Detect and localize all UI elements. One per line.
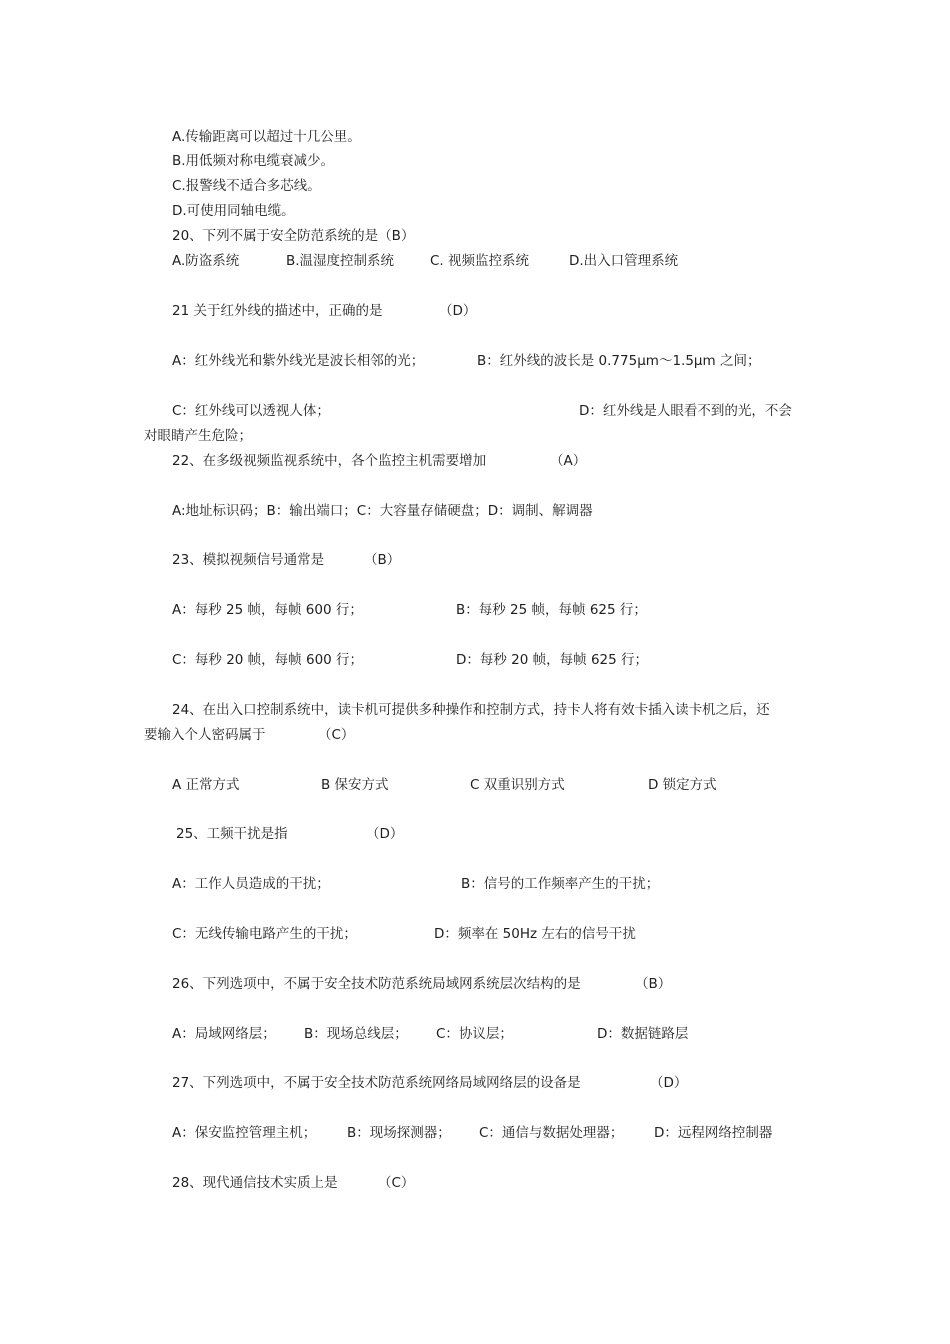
q21-option-c: C：红外线可以透视人体； (172, 403, 330, 419)
question-23-stem: 23、模拟视频信号通常是 (172, 552, 325, 568)
question-22-stem: 22、在多级视频监视系统中，各个监控主机需要增加 (172, 453, 487, 469)
q27-option-a: A：保安监控管理主机； (172, 1125, 317, 1141)
q27-option-b: B：现场探测器； (347, 1125, 451, 1141)
q26-option-b: B：现场总线层； (304, 1026, 408, 1042)
q25-option-b: B：信号的工作频率产生的干扰； (461, 876, 660, 892)
question-21-stem: 21 关于红外线的描述中，正确的是 (172, 303, 383, 319)
q24-option-d: D 锁定方式 (648, 777, 717, 793)
question-25-stem: 25、工频干扰是指 (176, 826, 288, 842)
q21-option-d: D：红外线是人眼看不到的光，不会 (579, 403, 792, 419)
question-27-answer: （D） (650, 1075, 688, 1091)
q26-option-a: A：局域网络层； (172, 1026, 276, 1042)
q27-option-d: D：远程网络控制器 (654, 1125, 773, 1141)
q20-option-c: C. 视频监控系统 (430, 253, 530, 269)
q23-option-c: C：每秒 20 帧，每帧 600 行； (172, 652, 364, 668)
question-24-stem-continued: 要输入个人密码属于 (144, 727, 266, 743)
option-line: D.可使用同轴电缆。 (172, 203, 295, 219)
question-28-stem: 28、现代通信技术实质上是 (172, 1175, 338, 1191)
q27-option-c: C：通信与数据处理器； (479, 1125, 624, 1141)
q21-option-b: B：红外线的波长是 0.775μm～1.5μm 之间； (477, 353, 761, 369)
q25-option-a: A：工作人员造成的干扰； (172, 876, 330, 892)
q24-option-a: A 正常方式 (172, 777, 240, 793)
option-line: A.传输距离可以超过十几公里。 (172, 129, 361, 145)
q20-option-b: B.温湿度控制系统 (286, 253, 395, 269)
question-25-answer: （D） (366, 826, 404, 842)
question-22-answer: （A） (550, 453, 587, 469)
q25-option-c: C：无线传输电路产生的干扰； (172, 926, 357, 942)
q20-option-d: D.出入口管理系统 (569, 253, 679, 269)
question-24-answer: （C） (318, 727, 355, 743)
option-line: C.报警线不适合多芯线。 (172, 178, 321, 194)
q23-option-a: A：每秒 25 帧，每帧 600 行； (172, 602, 363, 618)
q23-option-d: D：每秒 20 帧，每帧 625 行； (456, 652, 649, 668)
q21-option-a: A：红外线光和紫外线光是波长相邻的光； (172, 353, 425, 369)
q26-option-c: C：协议层； (436, 1026, 513, 1042)
question-28-answer: （C） (378, 1175, 415, 1191)
q21-option-d-continued: 对眼睛产生危险； (144, 428, 252, 444)
question-21-answer: （D） (439, 303, 477, 319)
question-24-stem: 24、在出入口控制系统中，读卡机可提供多种操作和控制方式，持卡人将有效卡插入读卡机之后，还 (172, 702, 770, 718)
question-26-answer: （B） (635, 976, 672, 992)
q24-option-c: C 双重识别方式 (470, 777, 565, 793)
question-20-stem: 20、下列不属于安全防范系统的是（B） (172, 228, 415, 244)
question-26-stem: 26、下列选项中，不属于安全技术防范系统局域网系统层次结构的是 (172, 976, 581, 992)
question-23-answer: （B） (364, 552, 401, 568)
q25-option-d: D：频率在 50Hz 左右的信号干扰 (434, 926, 636, 942)
q24-option-b: B 保安方式 (321, 777, 389, 793)
option-line: B.用低频对称电缆衰减少。 (172, 153, 335, 169)
q26-option-d: D：数据链路层 (597, 1026, 689, 1042)
question-27-stem: 27、下列选项中，不属于安全技术防范系统网络局域网络层的设备是 (172, 1075, 581, 1091)
q23-option-b: B：每秒 25 帧，每帧 625 行； (456, 602, 647, 618)
q20-option-a: A.防盗系统 (172, 253, 240, 269)
q22-options: A:地址标识码；B：输出端口；C：大容量存储硬盘；D：调制、解调器 (172, 503, 593, 519)
